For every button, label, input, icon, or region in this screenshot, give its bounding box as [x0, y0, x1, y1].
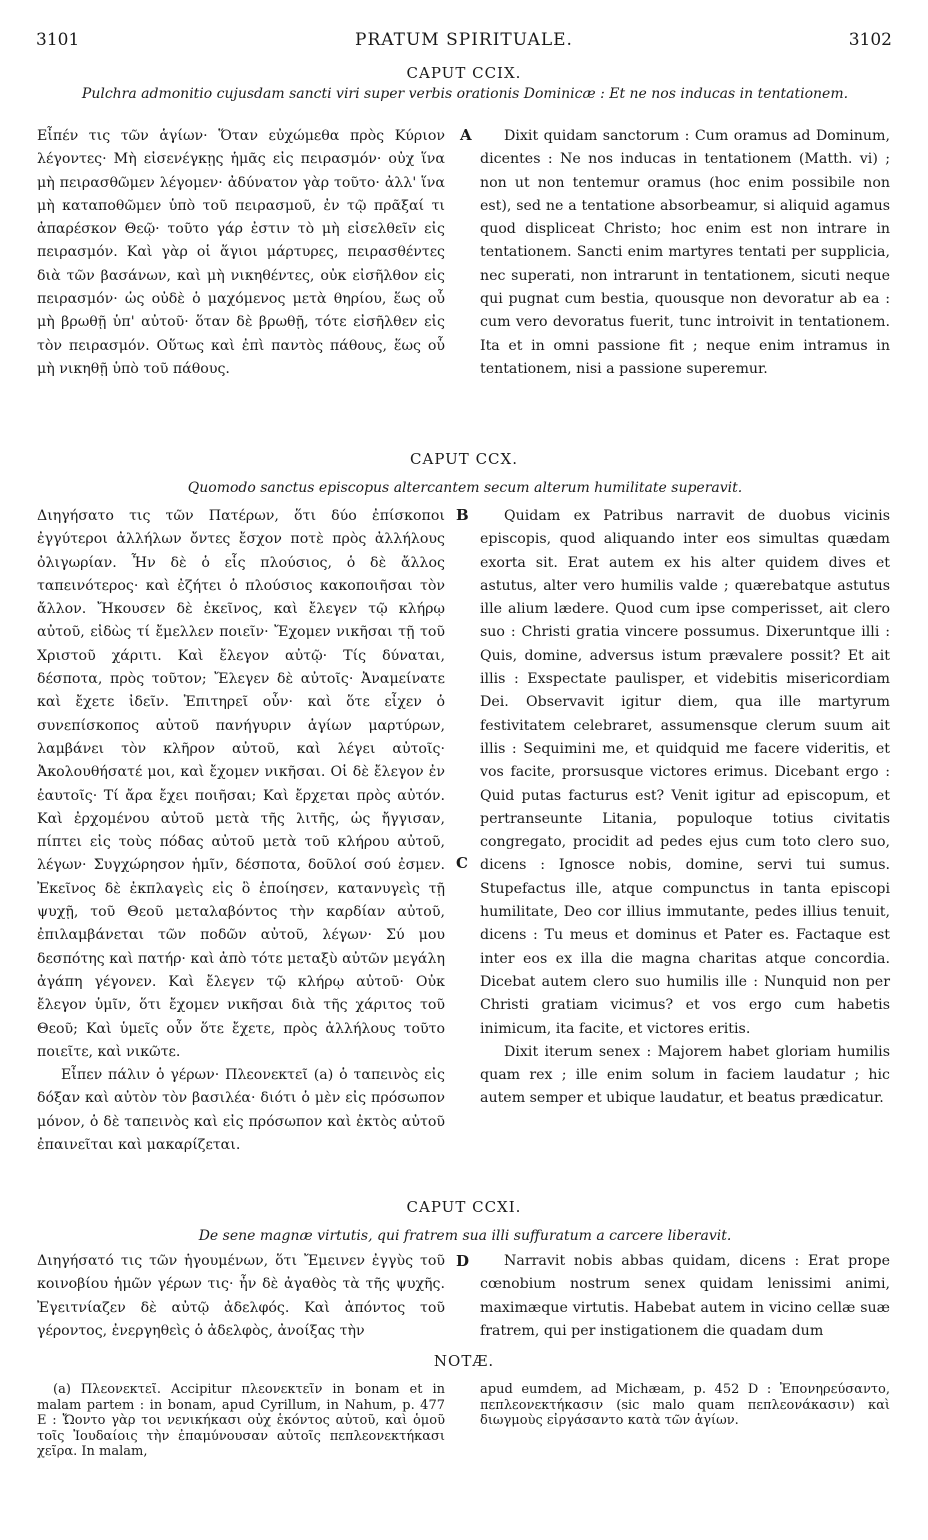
- chapter-rubric-210: Quomodo sanctus episcopus altercantem secum alterum humilitate superavit.: [187, 480, 743, 496]
- greek-paragraph: Εἶπεν πάλιν ὁ γέρων· Πλεονεκτεῖ (a) ὁ ταπεινὸς εἰς δόξαν καὶ αὐτὸν τὸν βασιλέα· διότι ὁ μὲν εἰς πρόσωπον μόνον, ὁ δὲ ταπεινὸς καὶ εἰς πρόσωπον καὶ ἐκτὸς αὐτοῦ ἐπαινεῖται καὶ μακαρίζεται.: [37, 1067, 445, 1154]
- page-header: [0, 30, 928, 54]
- chapter-heading-210: CAPUT CCX.: [410, 450, 518, 468]
- latin-column-209: [480, 125, 890, 381]
- latin-column-211: [480, 1250, 890, 1343]
- footnote-right: apud eumdem, ad Michæam, p. 452 D : Ἐπονηρεύσαντο, πεπλεονεκτήκασιν (sic malo quam πεπλεονάκασιν) καὶ διωγμοὺς εἰργάσαντο κατὰ τῶν ἁγίων.: [480, 1382, 890, 1428]
- page-number-right: 3102: [848, 30, 892, 50]
- latin-column-210: [480, 505, 890, 1111]
- latin-paragraph: Dixit iterum senex : Majorem habet gloriam humilis quam rex ; ille enim solum in faciem laudatur ; hic autem semper et ubique laudatur, et beatus prædicatur.: [480, 1043, 890, 1107]
- greek-column-211: [37, 1250, 445, 1343]
- chapter-rubric-211: De sene magnæ virtutis, qui fratrem sua illi suffuratum a carcere liberavit.: [198, 1228, 732, 1244]
- chapter-heading-209: CAPUT CCIX.: [406, 64, 522, 82]
- chapter-rubric-209: Pulchra admonitio cujusdam sancti viri super verbis orationis Dominicæ : Et ne nos inducas in tentationem.: [81, 86, 849, 102]
- margin-marker-c: C: [456, 854, 468, 872]
- chapter-heading-211: CAPUT CCXI.: [406, 1198, 522, 1216]
- latin-paragraph: Narravit nobis abbas quidam, dicens : Erat prope cœnobium nostrum senex quidam lenissimi animi, maximæque virtutis. Habebat autem in vicino cellæ suæ fratrem, qui per instigationem die quadam dum: [480, 1253, 890, 1339]
- notes-heading: NOTÆ.: [433, 1352, 495, 1370]
- margin-marker-d: D: [456, 1252, 470, 1270]
- greek-paragraph: Διηγήσατό τις τῶν ἡγουμένων, ὅτι Ἔμεινεν ἐγγὺς τοῦ κοινοβίου ἡμῶν γέρων τις· ἦν δὲ ἀγαθὸς τὰ τῆς ψυχῆς. Ἐγειτνίαζεν δὲ αὐτῷ ἀδελφός. Καὶ ἀπόντος τοῦ γέροντος, ἐνεργηθεὶς ὁ ἀδελφὸς, ἀνοίξας τὴν: [37, 1253, 445, 1339]
- running-title: PRATUM SPIRITUALE.: [355, 30, 573, 50]
- greek-column-209: [37, 125, 445, 381]
- greek-paragraph: Εἶπέν τις τῶν ἁγίων· Ὅταν εὐχώμεθα πρὸς Κύριον λέγοντες· Μὴ εἰσενέγκῃς ἡμᾶς εἰς πειρασμόν· οὐχ ἵνα μὴ πειρασθῶμεν λέγομεν· ἀδύνατον γὰρ τοῦτο· ἀλλ' ἵνα μὴ καταποθῶμεν ὑπὸ τοῦ πειρασμοῦ, ἐν τῷ πρᾶξαί τι ἀπαρέσκον Θεῷ· τοῦτο γάρ ἐστιν τὸ μὴ εἰσελθεῖν εἰς πειρασμόν. Καὶ γὰρ οἱ ἅγιοι μάρτυρες, πειρασθέντες διὰ τῶν βασάνων, καὶ μὴ νικηθέντες, οὐκ εἰσῆλθον εἰς πειρασμόν· ὡς οὐδὲ ὁ μαχόμενος μετὰ θηρίου, ἕως οὗ μὴ βρωθῇ ὑπ' αὐτοῦ· ὅταν δὲ βρωθῇ, τότε εἰσῆλθεν εἰς τὸν πειρασμόν. Οὕτως καὶ ἐπὶ παντὸς πάθους, ἕως οὗ μὴ νικηθῇ ὑπὸ τοῦ πάθους.: [37, 128, 445, 377]
- latin-paragraph: Quidam ex Patribus narravit de duobus vicinis episcopis, quod aliquando inter eos simultas quædam exorta sit. Erat autem ex his alter quidem dives et astutus, alter vero humilis valde ; quærebatque astutus ille alium lædere. Quod cum ipse comperisset, ait clero suo : Christi gratia vincere possumus. Dixeruntque illi : Quis, domine, adversus istum prævalere possit? Et ait illis : Exspectate paulisper, et videbitis misericordiam Dei. Observavit igitur diem, qua ille martyrum festivitatem celebraret, assumensque clerum suum ait illis : Sequimini me, et quidquid me facere videritis, et vos facite, prorsusque victores erimus. Dicebant ergo : Quid putas facturus est? Venit igitur ad episcopum, et pertranseunte Litania, populoque totius civitatis congregato, procidit ad pedes ejus cum toto clero suo, dicens : Ignosce nobis, domine, servi tui sumus. Stupefactus ille, atque compunctus in tanta episcopi humilitate, Deo cor illius immutante, pedes illius tenuit, dicens : Tu meus et dominus et Pater es. Factaque est inter eos ex illa die magna charitas atque concordia. Dicebat autem clero suo humilis ille : Nunquid non per Christi gratiam vicimus? et vos ergo cum habetis inimicum, ita facite, et victores eritis.: [480, 508, 890, 1037]
- latin-paragraph: Dixit quidam sanctorum : Cum oramus ad Dominum, dicentes : Ne nos inducas in tentationem (Matth. vi) ; non ut non tentemur oramus (hoc enim possibile non est), sed ne a tentatione absorbeamur, si aliquid agamus quod displiceat Christo; hoc enim est non intrare in tentationem. Sancti enim martyres tentati per supplicia, nec superati, non intrarunt in tentationem, sicuti neque qui pugnat cum bestia, quousque non devoratur ab ea : cum vero devoratus fuerit, tunc introivit in tentationem. Ita et in omni passione fit ; neque enim intramus in tentationem, nisi a passione superemur.: [480, 128, 890, 377]
- greek-paragraph: Διηγήσατο τις τῶν Πατέρων, ὅτι δύο ἐπίσκοποι ἐγγύτεροι ἀλλήλων ὄντες ἔσχον ποτὲ πρὸς ἀλλήλους ὀλιγωρίαν. Ἦν δὲ ὁ εἷς πλούσιος, ὁ δὲ ἄλλος ταπεινότερος· καὶ ἐζήτει ὁ πλούσιος κακοποιῆσαι τὸν ἄλλον. Ἤκουσεν δὲ ἐκεῖνος, καὶ ἔλεγεν τῷ κλήρῳ αὐτοῦ, εἰδὼς τί ἔμελλεν ποιεῖν· Ἔχομεν νικῆσαι τῇ τοῦ Χριστοῦ χάριτι. Καὶ ἔλεγον αὐτῷ· Τίς δύναται, δέσποτα, πρὸς τοῦτον; Ἔλεγεν δὲ αὐτοῖς· Ἀναμείνατε καὶ ἔχετε ἰδεῖν. Ἐπιτηρεῖ οὖν· καὶ ὅτε εἶχεν ὁ συνεπίσκοπος αὐτοῦ πανήγυριν ἁγίων μαρτύρων, λαμβάνει τὸν κλῆρον αὐτοῦ, καὶ λέγει αὐτοῖς· Ἀκολουθήσατέ μοι, καὶ ἔχομεν νικῆσαι. Οἱ δὲ ἔλεγον ἐν ἑαυτοῖς· Τί ἄρα ἔχει ποιῆσαι; Καὶ ἔρχεται πρὸς αὐτόν. Καὶ ἐρχομένου αὐτοῦ μετὰ τῆς λιτῆς, ὡς ἤγγισαν, πίπτει εἰς τοὺς πόδας αὐτοῦ μετὰ τοῦ κλήρου αὐτοῦ, λέγων· Συγχώρησον ἡμῖν, δέσποτα, δοῦλοί σού ἐσμεν. Ἐκεῖνος δὲ ἐκπλαγεὶς εἰς ὃ ἐποίησεν, κατανυγεὶς τῇ ψυχῇ, τοῦ Θεοῦ μεταλαβόντος τὴν καρδίαν αὐτοῦ, ἐπιλαμβάνεται τῶν ποδῶν αὐτοῦ, λέγων· Σύ μου δεσπότης καὶ πατήρ· καὶ ἀπὸ τότε μεταξὺ αὐτῶν μεγάλη ἀγάπη γέγονεν. Καὶ ἔλεγεν τῷ κλήρῳ αὐτοῦ· Οὐκ ἔλεγον ὑμῖν, ὅτι ἔχομεν νικῆσαι διὰ τῆς χάριτος τοῦ Θεοῦ; Καὶ ὑμεῖς οὖν ὅτε ἔχετε, πρὸς ἀλλήλους τοῦτο ποιεῖτε, καὶ νικῶτε.: [37, 508, 445, 1060]
- footnote-left: (a) Πλεονεκτεῖ. Accipitur πλεονεκτεῖν in bonam et in malam partem : in bonam, apud Cyrillum, in Nahum, p. 477 E : Ὤοντο γὰρ τοι νενικήκασι οὐχ ἑκόντος αὐτοῦ, καὶ ὁμοῦ τοῖς Ἰουδαίοις τὴν ἐπαμύνουσαν αὐτοῖς πεπλεονεκτήκασι χεῖρα. In malam,: [37, 1382, 445, 1459]
- greek-column-210: [37, 505, 445, 1157]
- margin-marker-a: A: [460, 126, 472, 144]
- page-number-left: 3101: [36, 30, 80, 50]
- margin-marker-b: B: [456, 506, 469, 524]
